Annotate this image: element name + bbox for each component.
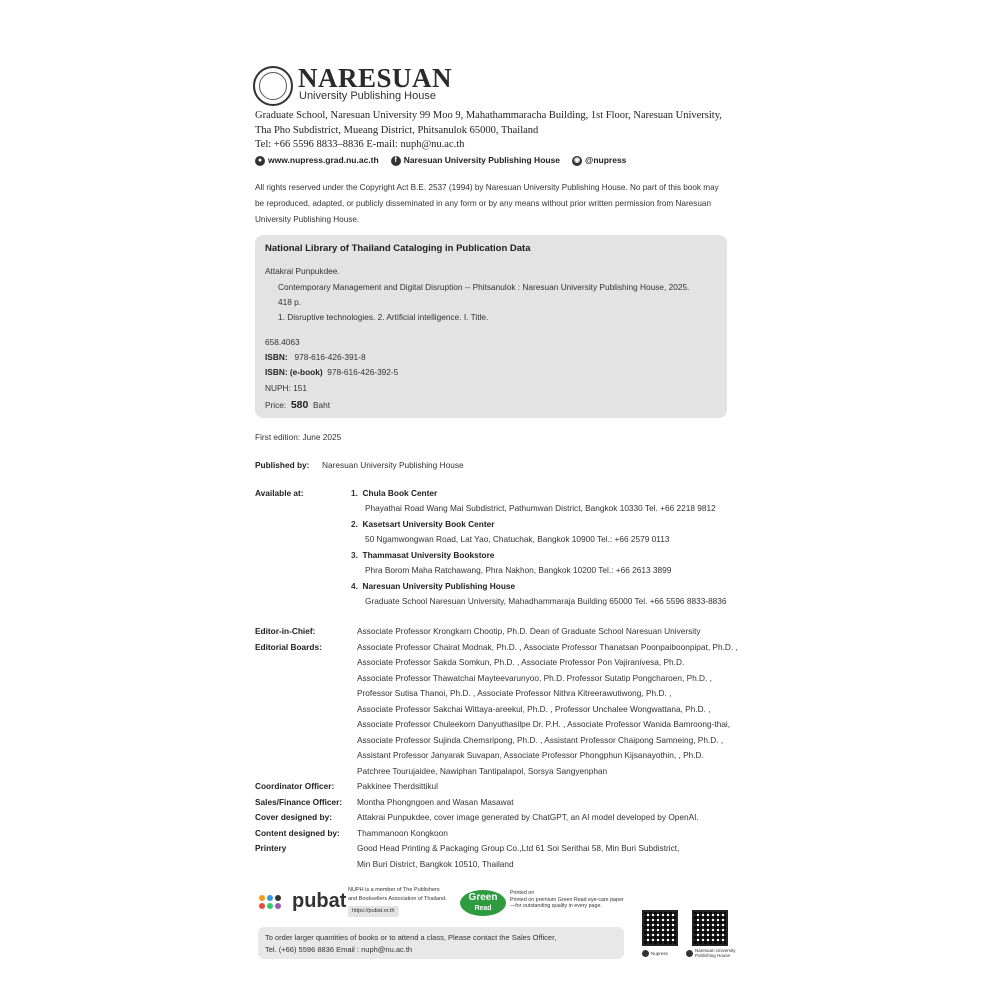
board-line: Associate Professor Chairat Modnak, Ph.D. , Associate Professor Thanatsan Poonpaiboonpipat, Ph.D. , — [357, 641, 738, 652]
printery-line-1: Good Head Printing & Packaging Group Co.,Ltd 61 Soi Serithai 58, Min Buri Subdistrict, — [357, 843, 680, 853]
board-line: Patchree Tourujaidee, Nawiphan Tantipalapol, Sorsya Sangyenphan — [357, 765, 608, 776]
address-line-2: Tha Pho Subdistrict, Mueang District, Phitsanulok 65000, Thailand — [255, 124, 539, 136]
board-line: Associate Professor Sakda Somkun, Ph.D. , Associate Professor Pon Vajiranivesa, Ph.D. — [357, 657, 685, 667]
sales: Montha Phongngoen and Wasan Masawat — [357, 796, 514, 807]
cataloging-box — [255, 235, 727, 418]
order-line-2: Tel. (+66) 5596 8836 Email : nuph@nu.ac.th — [265, 945, 413, 954]
content-designer: Thammanoon Kongkoon — [357, 827, 448, 838]
cip-subjects: 1. Disruptive technologies. 2. Artificial intelligence. I. Title. — [278, 312, 489, 322]
published-by-label: Published by: — [255, 460, 310, 470]
edition: First edition: June 2025 — [255, 432, 342, 442]
cip-author: Attakrai Punpukdee. — [265, 266, 340, 276]
coordinator-label: Coordinator Officer: — [255, 781, 335, 791]
printery-line-2: Min Buri District, Bangkok 10510, Thailand — [357, 858, 514, 869]
pubat-note: NUPH is a member of The Publishers and Booksellers Association of Thailand. https://pubat.or.th — [348, 886, 447, 917]
editor: Associate Professor Krongkarn Chootip, Ph.D. Dean of Graduate School Naresuan University — [357, 626, 701, 636]
facebook-link[interactable]: f Naresuan University Publishing House — [391, 155, 560, 166]
cip-isbn-ebook: ISBN: (e-book) 978-616-426-392-5 — [265, 367, 399, 377]
pubat-dots-icon — [258, 894, 288, 910]
board-line: Professor Sutisa Thanoi, Ph.D. , Associate Professor Nithra Kitreerawutiwong, Ph.D. , — [357, 688, 672, 698]
green-read-note: Printed on Printed on premium Green Read eye-care paper —for outstanding quality in every page. — [510, 890, 624, 909]
list-item: 2. Kasetsart University Book Center — [351, 519, 495, 529]
credits-labels — [255, 626, 342, 859]
order-line-1: To order larger quantities of books or to attend a class, Please contact the Sales Officer, — [265, 933, 557, 942]
list-item-address: 50 Ngamwongwan Road, Lat Yao, Chatuchak, Bangkok 10900 Tel.: +66 2579 0113 — [365, 534, 670, 544]
editor-label: Editor-in-Chief: — [255, 626, 316, 636]
content-label: Content designed by: — [255, 827, 340, 838]
published-by: Naresuan University Publishing House — [322, 460, 464, 470]
copyright-notice: All rights reserved under the Copyright Act B.E. 2537 (1994) by Naresuan University Publishing House. No part of this book may be reproduced, adapted, or publicly disseminated in any form or by any means without prior written permission from Naresuan University Publishing House. — [255, 183, 719, 224]
cover-designer: Attakrai Punpukdee, cover image generated by ChatGPT, an AI model developed by OpenAI. — [357, 812, 699, 822]
list-item-address: Phayathai Road Wang Mai Subdistrict, Pathumwan District, Bangkok 10330 Tel. +66 2218 9812 — [365, 503, 716, 513]
qr2-caption: Naresuan University Publishing House — [686, 948, 736, 958]
website-link[interactable]: ● www.nupress.grad.nu.ac.th — [255, 155, 379, 166]
board-line: Assistant Professor Janyarak Suvapan, Associate Professor Phongphun Kijsanayothin, , Ph.D. — [357, 750, 704, 760]
credits-values — [357, 626, 738, 874]
board-line: Associate Professor Sujinda Chemsripong, Ph.D. , Assistant Professor Chaipong Samneing, Ph.D. , — [357, 734, 724, 745]
order-info-box — [258, 927, 624, 959]
cip-pages: 418 p. — [278, 297, 302, 307]
list-item: 3. Thammasat University Bookstore — [351, 550, 495, 560]
green-read-logo: Green Read — [460, 890, 506, 916]
list-item: 4. Naresuan University Publishing House — [351, 581, 516, 591]
social-links — [255, 155, 626, 166]
printery-label: Printery — [255, 843, 287, 853]
cip-book: Contemporary Management and Digital Disruption -- Phitsanulok : Naresuan University Publishing House, 2025. — [278, 282, 690, 292]
cip-nuph: NUPH: 151 — [265, 383, 307, 393]
boards-label: Editorial Boards: — [255, 641, 322, 652]
list-item-address: Graduate School Naresuan University, Mahadhammaraja Building 65000 Tel. +66 5596 8833-8836 — [365, 596, 727, 606]
facebook-icon: f — [391, 156, 401, 166]
qr-code-facebook[interactable] — [692, 910, 728, 946]
cip-title: National Library of Thailand Cataloging in Publication Data — [265, 243, 531, 254]
available-at-label: Available at: — [255, 488, 304, 498]
cip-class-no: 658.4063 — [265, 337, 300, 347]
brand-subtitle: University Publishing House — [299, 90, 436, 102]
brand-title: NARESUAN — [298, 63, 453, 93]
contact-line: Tel: +66 5596 8833–8836 E-mail: nuph@nu.ac.th — [255, 139, 465, 150]
qr1-caption: Nupress — [642, 950, 668, 957]
board-line: Associate Professor Thawatchai Mayteevarunyoo, Ph.D. Professor Sutatip Pongcharoen, Ph.D. , — [357, 672, 712, 683]
cip-isbn: ISBN: 978-616-426-391-8 — [265, 352, 366, 362]
available-list — [351, 488, 727, 612]
cover-label: Cover designed by: — [255, 812, 332, 822]
line-icon: ◉ — [573, 156, 581, 164]
board-line: Associate Professor Sakchai Wittaya-areekul, Ph.D. , Professor Unchalee Wongwattana, Ph.D. , — [357, 703, 711, 714]
list-item: 1. Chula Book Center — [351, 488, 438, 498]
sales-label: Sales/Finance Officer: — [255, 796, 343, 807]
line-link[interactable]: ◉ @nupress — [573, 155, 627, 165]
facebook-icon — [686, 950, 693, 957]
pubat-logo: pubat — [258, 890, 346, 913]
cip-price: Price: 580 Baht — [265, 399, 331, 411]
board-line: Associate Professor Chuleekorn Danyuthasilpe Dr. P.H. , Associate Professor Wanida Bamroong-thai, — [357, 719, 731, 729]
globe-icon — [642, 950, 649, 957]
qr-code-nupress[interactable] — [642, 910, 678, 946]
pubat-url[interactable]: https://pubat.or.th — [348, 906, 399, 917]
globe-icon: ● — [255, 156, 265, 166]
list-item-address: Phra Borom Maha Ratchawang, Phra Nakhon, Bangkok 10200 Tel.: +66 2613 3899 — [365, 565, 672, 575]
address-line-1: Graduate School, Naresuan University 99 Moo 9, Mahathammaracha Building, 1st Floor, Naresuan University, — [255, 110, 722, 121]
address-block — [255, 109, 755, 153]
coordinator: Pakkinee Therdsittikul — [357, 781, 439, 791]
university-seal-logo — [253, 66, 293, 106]
